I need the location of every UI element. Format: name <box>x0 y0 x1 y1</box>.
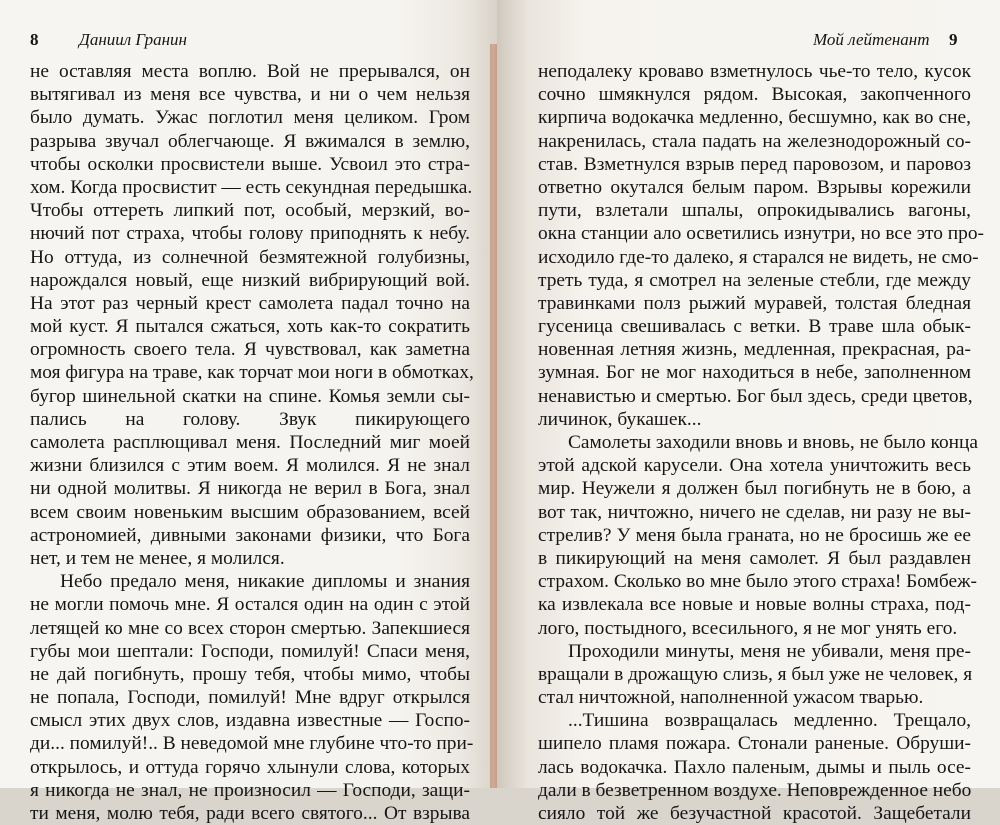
text-line: жизни близился с этим воем. Я молился. Я не знал <box>30 455 470 477</box>
text-line: ненавистью и смертью. Бог был здесь, среди цветов, <box>538 385 973 407</box>
text-line: ти меня, молю тебя, ради всего святого... От взрыва <box>30 803 470 824</box>
text-line: моя фигура на траве, как торчат мои ноги в обмотках, <box>30 362 474 384</box>
text-line: вот так, ничтожно, ничего не сделав, ни разу не вы- <box>538 501 971 523</box>
text-line: летящей ко мне со всех сторон смертью. Запекшиеся <box>30 617 470 639</box>
text-line: травинками полз рыжий муравей, толстая бледная <box>538 292 971 314</box>
text-line: этой адской карусели. Она хотела уничтожить весь <box>538 455 971 477</box>
text-line: вращали в дрожащую слизь, я был уже не человек, я <box>538 663 973 685</box>
text-line: вытягивал из меня все чувства, и ни о чем нельзя <box>30 84 470 106</box>
text-line: чтобы осколки просвистели выше. Усвоил это стра- <box>30 153 470 175</box>
right-page-number: 9 <box>949 30 958 49</box>
text-line: мир. Неужели я должен был погибнуть не в бою, а <box>538 478 971 500</box>
text-line: пути, взлетали шпалы, опрокидывались вагоны, <box>538 200 971 222</box>
text-line: окна станции ало осветились изнутри, но все это про- <box>538 223 985 245</box>
text-line: астрономией, дивными законами физики, что Бога <box>30 524 470 546</box>
left-running-head: Даниил Гранин <box>79 30 187 49</box>
text-line: сочно шмякнулся рядом. Высокая, закопченного <box>538 84 971 106</box>
text-line: лого, постыдного, всесильного, я не мог унять его. <box>538 617 958 639</box>
text-line: в пикирующий на меня самолет. Я был раздавлен <box>538 547 971 569</box>
text-line: ди... помилуй!.. В неведомой мне глубине что-то при- <box>30 733 474 755</box>
text-line: стал ничтожной, наполненной ужасом тварью. <box>538 687 924 709</box>
text-line: кирпича водокачка медленно, бесшумно, как во сне, <box>538 107 971 129</box>
text-line: На этот раз черный крест самолета падал точно на <box>30 292 470 314</box>
text-line: лась водокачка. Пахло паленым, дымы и пыль осе- <box>538 756 971 778</box>
text-line: новенная летняя жизнь, медленная, прекрасная, ра- <box>538 339 971 361</box>
left-page-number: 8 <box>30 30 39 49</box>
text-line: накренилась, стала падать на железнодорожный со- <box>538 130 971 152</box>
text-line: всем своим новеньким высшим образованием, всей <box>30 501 470 523</box>
text-line: мой куст. Я пытался сжаться, хоть как-то сократить <box>30 316 470 338</box>
text-line: огромность своего тела. Я чувствовал, как заметна <box>30 339 470 361</box>
text-line: ...Тишина возвращалась медленно. Трещало, <box>568 710 971 732</box>
text-line: ответно окутался белым паром. Взрывы корежили <box>538 176 971 198</box>
text-line: личинок, букашек... <box>538 408 702 430</box>
text-line: шипело пламя пожара. Стонали раненые. Обруши- <box>538 733 971 755</box>
text-line: став. Взметнулся взрыв перед паровозом, и паровоз <box>538 153 971 175</box>
text-line: исходило где-то далеко, я старался не видеть, не смо- <box>538 246 979 268</box>
text-line: не могли помочь мне. Я остался один на один с этой <box>30 594 470 616</box>
text-line: ка извлекала все новые и новые волны страха, под- <box>538 594 971 616</box>
left-page <box>0 0 497 824</box>
text-line: я никогда не знал, не произносил — Господи, защи- <box>30 779 470 801</box>
text-line: нарождался новый, еще низкий вибрирующий вой. <box>30 269 470 291</box>
right-page <box>497 0 1000 824</box>
text-line: Проходили минуты, меня не убивали, меня пре- <box>568 640 971 662</box>
text-line: не дай погибнуть, прошу тебя, чтобы мимо, чтобы <box>30 663 470 685</box>
text-line: стрелив? У меня была граната, но не бросишь же ее <box>538 524 971 546</box>
text-line: страхом. Сколько во мне было этого страха! Бомбеж- <box>538 571 977 593</box>
right-running-head: Мой лейтенант <box>813 30 930 49</box>
right-page-text <box>538 60 985 825</box>
text-line: нет, и тем не менее, я молился. <box>30 547 285 569</box>
text-line: пались на голову. Звук пикирующего <box>30 408 470 430</box>
text-line: самолета расплющивал меня. Последний миг моей <box>30 432 470 453</box>
text-line: Небо предало меня, никакие дипломы и знания <box>60 571 470 593</box>
text-line: бугор шинельной скатки на спине. Комья земли сы- <box>30 385 470 407</box>
text-line: было думать. Ужас поглотил меня целиком. Гром <box>30 107 470 129</box>
text-line: ни одной молитвы. Я никогда не верил в Бога, знал <box>30 478 470 500</box>
text-line: треть туда, я смотрел на зеленые стебли, где между <box>538 269 971 291</box>
text-line: Чтобы оттереть липкий пот, особый, мерзкий, во- <box>30 200 470 222</box>
left-page-text <box>30 60 474 825</box>
text-line: не оставляя места воплю. Вой не прерывался, он <box>30 61 470 82</box>
text-line: смысл этих двух слов, издавна известные — Госпо- <box>30 710 470 732</box>
text-line: сияло той же безучастной красотой. Защебетали <box>538 803 971 824</box>
text-line: Самолеты заходили вновь и вновь, не было конца <box>568 432 979 453</box>
text-line: зумная. Бог не мог находиться в небе, заполненном <box>538 362 971 384</box>
text-line: нючий пот страха, чтобы голову приподнять к небу. <box>30 223 470 245</box>
text-line: губы мои шептали: Господи, помилуй! Спаси меня, <box>30 640 470 662</box>
text-line: не попала, Господи, помилуй! Мне вдруг открылся <box>30 687 470 709</box>
text-line: Но оттуда, из солнечной безмятежной голубизны, <box>30 246 470 268</box>
text-line: дали в безветренном воздухе. Неповрежденное небо <box>538 779 972 801</box>
text-line: открылось, и оттуда горячо хлынули слова, которых <box>30 756 470 778</box>
text-line: неподалеку кроваво взметнулось чье-то тело, кусок <box>538 61 971 82</box>
text-line: разрыва звучал облегчающе. Я вжимался в землю, <box>30 130 470 152</box>
text-line: хом. Когда просвистит — есть секундная передышка. <box>30 176 473 198</box>
text-line: гусеница свешивалась с ветки. В траве шла обык- <box>538 316 971 338</box>
